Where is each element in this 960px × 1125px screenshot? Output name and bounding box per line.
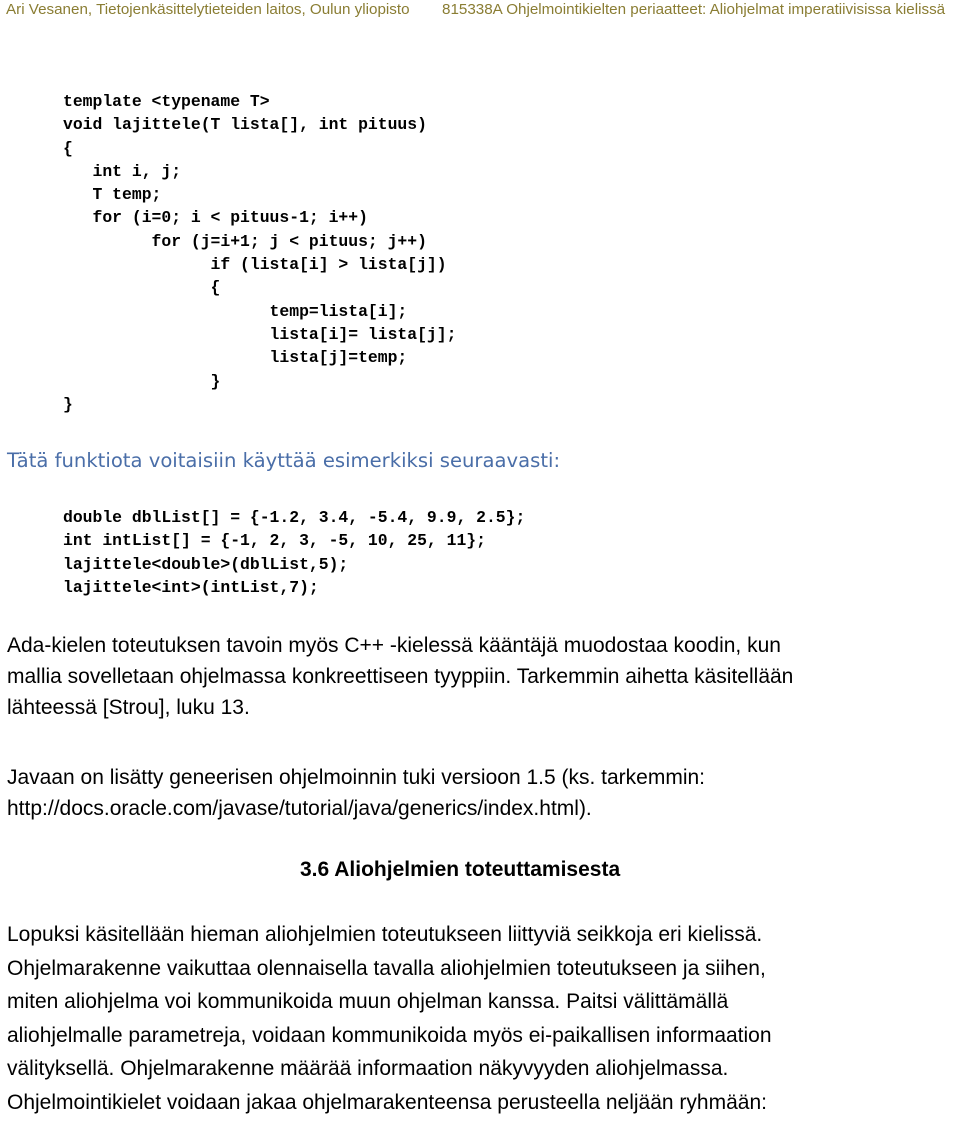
- header-course: 815338A Ohjelmointikielten periaatteet: Aliohjelmat imperatiivisissa kielissä: [442, 1, 946, 18]
- paragraph-java-generics: [7, 762, 957, 824]
- page-header: [6, 0, 956, 24]
- code-block-usage-example: double dblList[] = {-1.2, 3.4, -5.4, 9.9, 2.5}; int intList[] = {-1, 2, 3, -5, 10, 25, 11}; lajittele<double>(dblList,5); lajittele<int>(intList,7);: [63, 508, 526, 597]
- intro-line: Tätä funktiota voitaisiin käyttää esimerkiksi seuraavasti:: [7, 449, 561, 472]
- paragraph-line: miten aliohjelma voi kommunikoida muun ohjelman kanssa. Paitsi välittämällä: [7, 990, 729, 1013]
- paragraph-implementation: [7, 918, 957, 1119]
- paragraph-line: välityksellä. Ohjelmarakenne määrää informaation näkyvyyden aliohjelmassa.: [7, 1057, 729, 1080]
- paragraph-line: Javaan on lisätty geneerisen ohjelmoinnin tuki versioon 1.5 (ks. tarkemmin:: [7, 766, 706, 789]
- code-block-template-function: template <typename T> void lajittele(T lista[], int pituus) { int i, j; T temp; for (i=0; i < pituus-1; i++) for (j=i+1; j < pituus; j++) if (lista[i] > lista[j]) { temp=lista[i]; lista[i]= lista[j]; lista[j]=temp; } }: [63, 92, 457, 414]
- paragraph-line: Ada-kielen toteutuksen tavoin myös C++ -kielessä kääntäjä muodostaa koodin, kun: [7, 634, 781, 657]
- section-heading: 3.6 Aliohjelmien toteuttamisesta: [300, 858, 621, 881]
- paragraph-line: lähteessä [Strou], luku 13.: [7, 696, 250, 719]
- paragraph-ada-templates: [7, 630, 957, 723]
- paragraph-line: mallia sovelletaan ohjelmassa konkreettiseen tyyppiin. Tarkemmin aihetta käsitellään: [7, 665, 794, 688]
- paragraph-line: aliohjelmalle parametreja, voidaan kommunikoida myös ei-paikallisen informaation: [7, 1023, 772, 1047]
- paragraph-line: Ohjelmointikielet voidaan jakaa ohjelmarakenteensa perusteella neljään ryhmään:: [7, 1090, 767, 1114]
- paragraph-line: http://docs.oracle.com/javase/tutorial/java/generics/index.html).: [7, 797, 592, 820]
- header-author: Ari Vesanen, Tietojenkäsittelytieteiden laitos, Oulun yliopisto: [6, 1, 410, 18]
- paragraph-line: Ohjelmarakenne vaikuttaa olennaisella tavalla aliohjelmien toteutukseen ja siihen,: [7, 956, 766, 980]
- paragraph-line: Lopuksi käsitellään hieman aliohjelmien toteutukseen liittyviä seikkoja eri kielissä.: [7, 923, 763, 946]
